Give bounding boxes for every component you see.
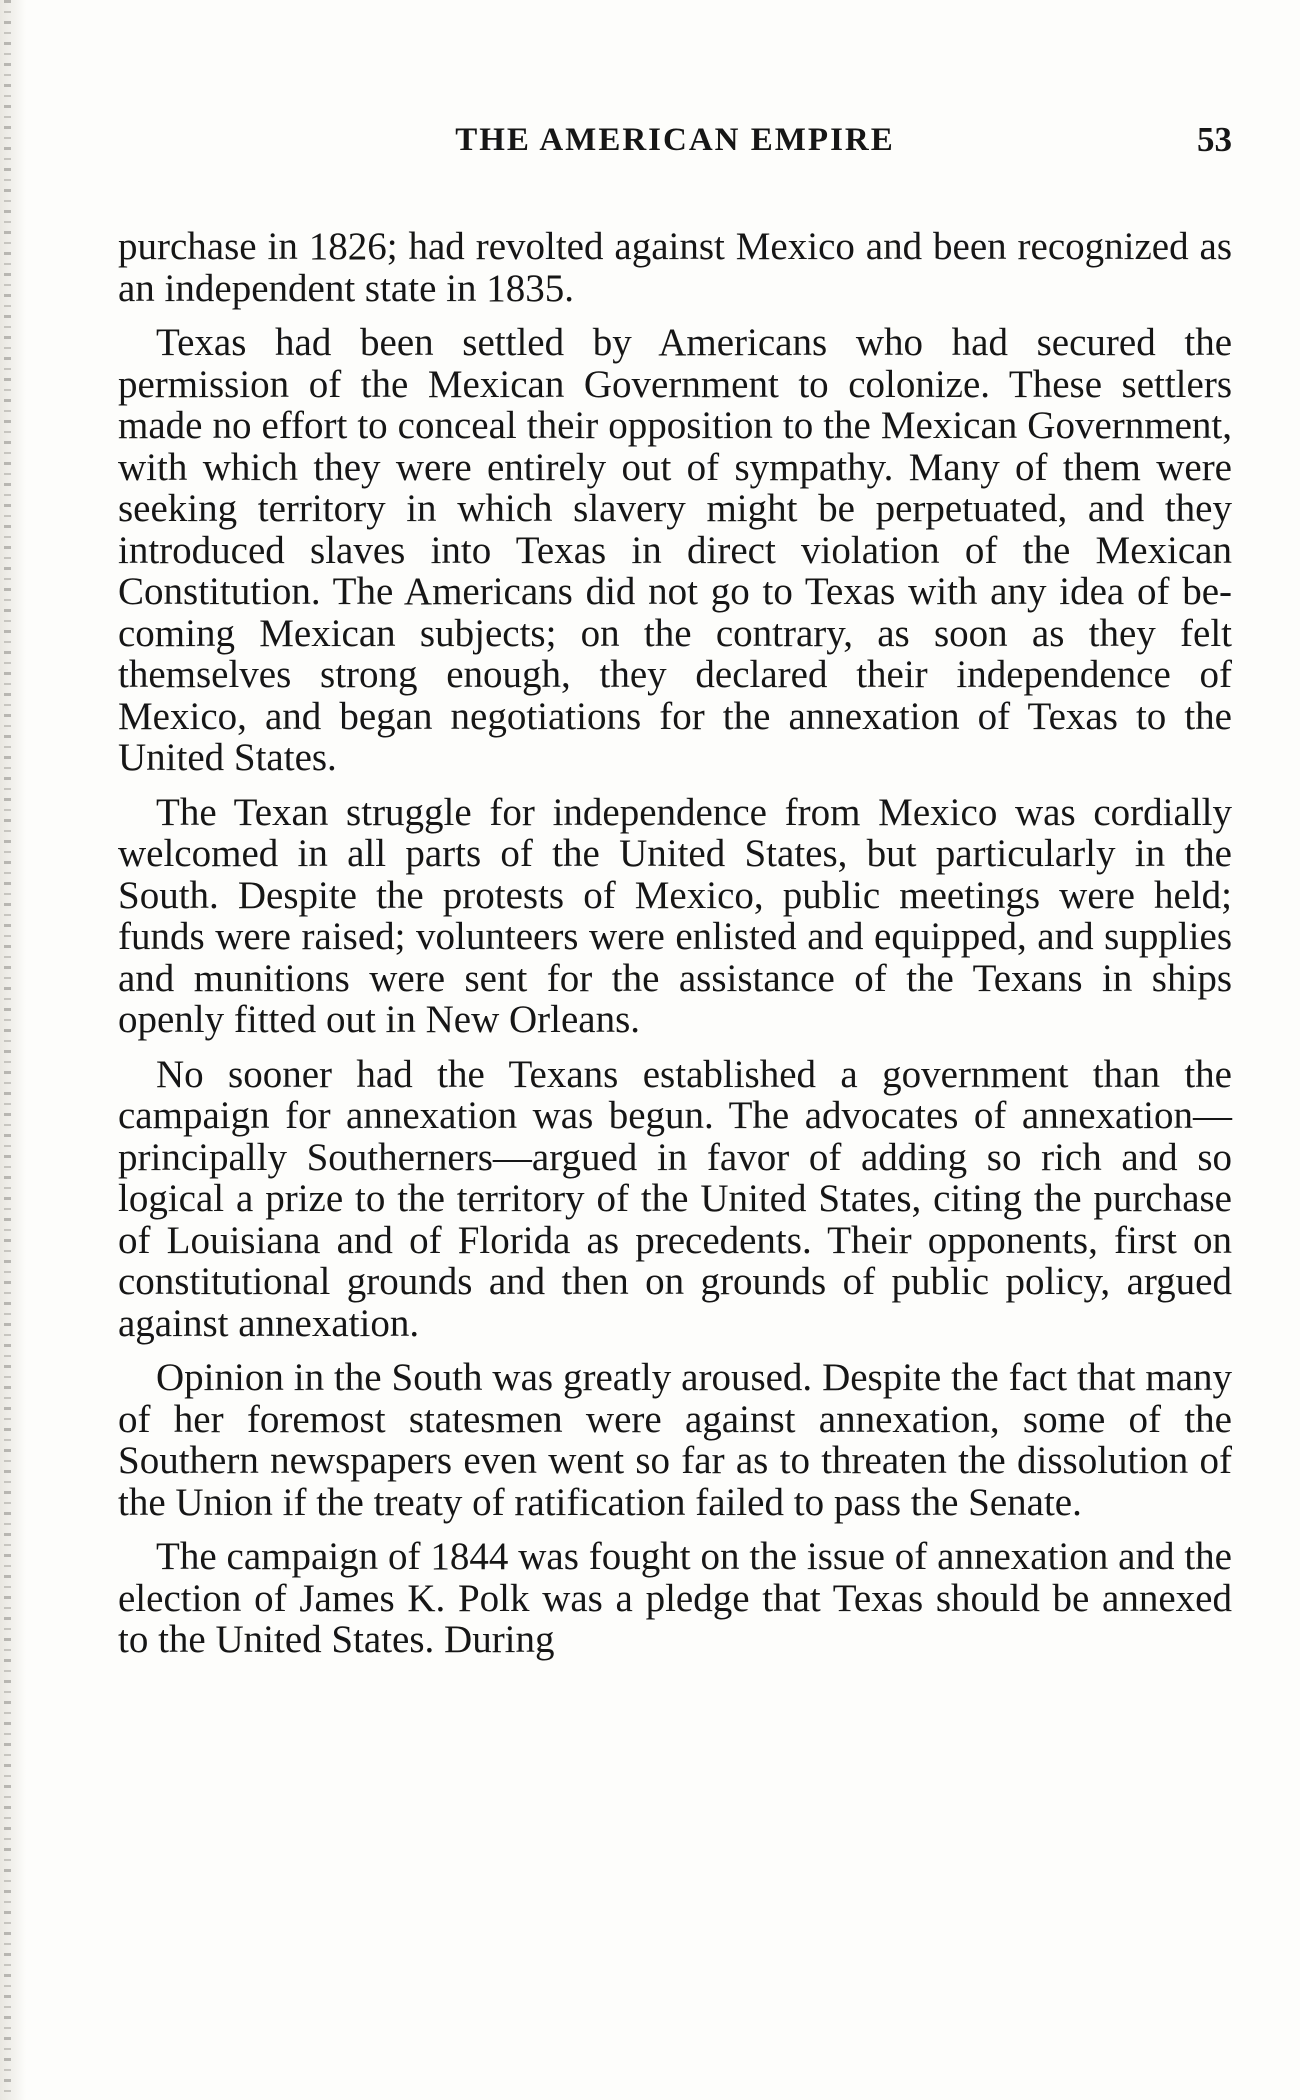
paragraph-annexation-campaign: No sooner had the Texans established a government than the campaign for annexation was begun. The advocates of annexation—principally Southerners—argued in favor of adding so rich and so logical a prize to the territory of the United States, citing the purchase of Louisiana and of Florida as precedents. Their opponents, first on constitutional grounds and then on grounds of public policy, argued against annexation.	[118, 1052, 1232, 1345]
paragraph-continuation: purchase in 1826; had revolted against Mexico and been recognized as an independent state in 1835.	[118, 225, 1232, 310]
paragraph-texas-settlement: Texas had been settled by Americans who had secured the permission of the Mexican Government to colonize. These settlers made no effort to conceal their opposition to the Mexican Government, with which they were entirely out of sympathy. Many of them were seeking territory in which slavery might be perpetuated, and they introduced slaves into Texas in direct violation of the Mexican Constitution. The Americans did not go to Texas with any idea of becoming Mexican subjects; on the contrary, as soon as they felt themselves strong enough, they declared their independence of Mexico, and began negotiations for the annexation of Texas to the United States.	[118, 321, 1232, 779]
paragraph-southern-opinion: Opinion in the South was greatly aroused. Despite the fact that many of her foremost statesmen were against annexation, some of the Southern newspapers even went so far as to threaten the dissolution of the Union if the treaty of ratification failed to pass the Senate.	[118, 1356, 1232, 1524]
paragraph-texan-struggle: The Texan struggle for independence from Mexico was cordially welcomed in all parts of the United States, but particularly in the South. Despite the protests of Mexico, public meetings were held; funds were raised; volunteers were enlisted and equipped, and supplies and munitions were sent for the assistance of the Texans in ships openly fitted out in New Orleans.	[118, 790, 1232, 1041]
running-title: THE AMERICAN EMPIRE	[455, 122, 895, 158]
paragraph-campaign-1844: The campaign of 1844 was fought on the issue of annexation and the election of James K. Polk was a pledge that Texas should be annexed to the United States. During	[118, 1535, 1232, 1661]
running-head	[118, 100, 1232, 178]
book-page	[118, 100, 1232, 1674]
scan-binding-edge	[0, 0, 26, 2100]
body-text	[118, 226, 1232, 1661]
page-number: 53	[1197, 120, 1232, 159]
